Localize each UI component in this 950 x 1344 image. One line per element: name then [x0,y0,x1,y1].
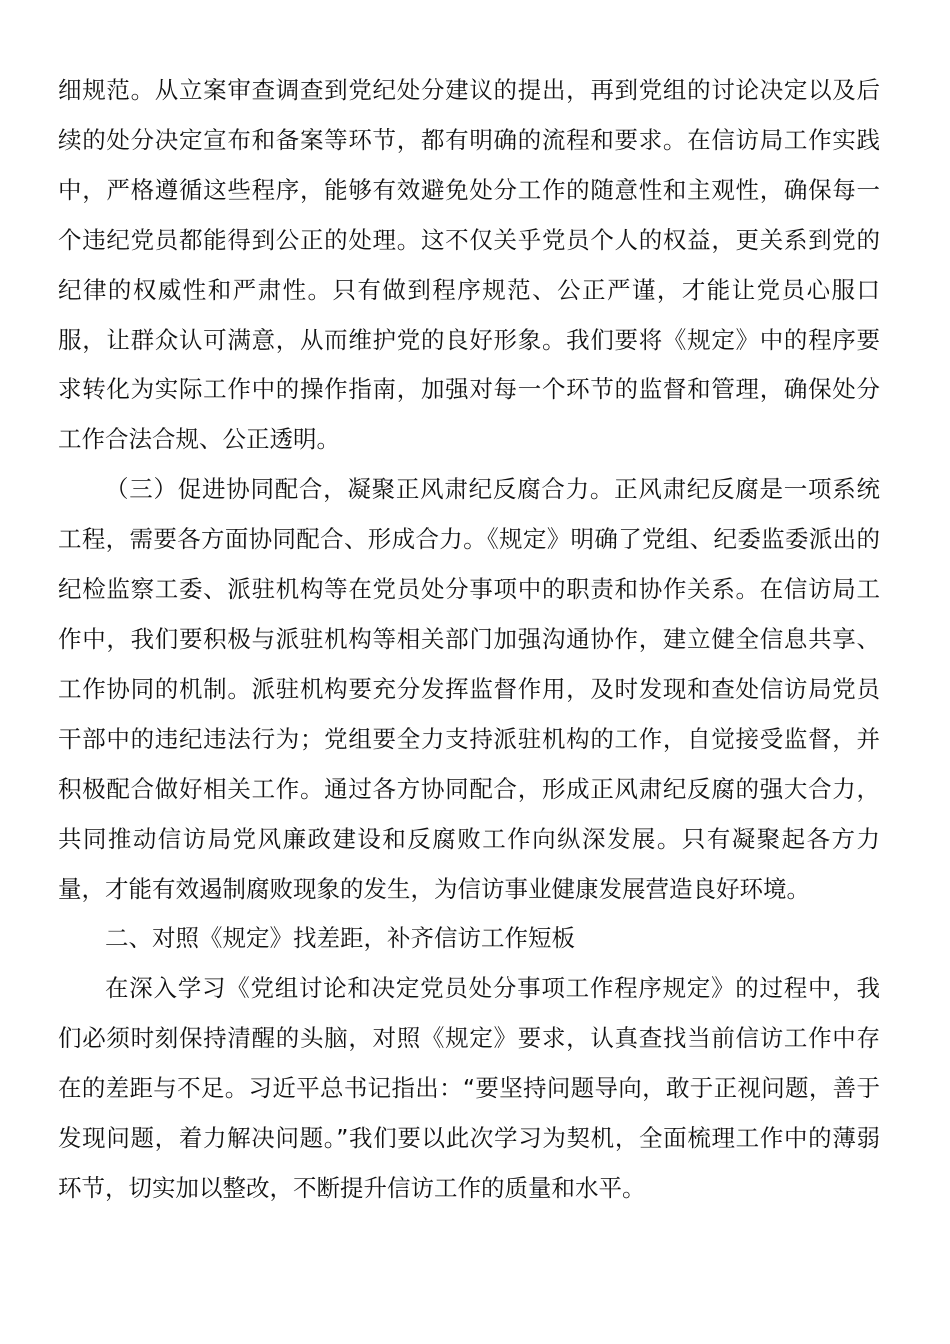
section-heading-two: 二、对照《规定》找差距，补齐信访工作短板 [105,924,575,953]
paragraph-section-three-coordination: （三）促进协同配合，凝聚正风肃纪反腐合力。正风肃纪反腐是一项系统工程，需要各方面协同配合、形成合力。《规定》明确了党组、纪委监委派出的纪检监察工委、派驻机构等在党员处分事项中的职责和协作关系。在信访局工作中，我们要积极与派驻机构等相关部门加强沟通协作，建立健全信息共享、工作协同的机制。派驻机构要充分发挥监督作用，及时发现和查处信访局党员干部中的违纪违法行为；党组要全力支持派驻机构的工作，自觉接受监督，并积极配合做好相关工作。通过各方协同配合，形成正风肃纪反腐的强大合力，共同推动信访局党风廉政建设和反腐败工作向纵深发展。只有凝聚起各方力量，才能有效遏制腐败现象的发生，为信访事业健康发展营造良好环境。 [58,475,880,903]
paragraph-continued-procedure: 细规范。从立案审查调查到党纪处分建议的提出，再到党组的讨论决定以及后续的处分决定宣布和备案等环节，都有明确的流程和要求。在信访局工作实践中，严格遵循这些程序，能够有效避免处分工作的随意性和主观性，确保每一个违纪党员都能得到公正的处理。这不仅关乎党员个人的权益，更关系到党的纪律的权威性和严肃性。只有做到程序规范、公正严谨，才能让党员心服口服，让群众认可满意，从而维护党的良好形象。我们要将《规定》中的程序要求转化为实际工作中的操作指南，加强对每一个环节的监督和管理，确保处分工作合法合规、公正透明。 [58,76,880,454]
document-page [58,66,880,1214]
paragraph-section-two-intro: 在深入学习《党组讨论和决定党员处分事项工作程序规定》的过程中，我们必须时刻保持清醒的头脑，对照《规定》要求，认真查找当前信访工作中存在的差距与不足。习近平总书记指出：“要坚持问题导向，敢于正视问题，善于发现问题，着力解决问题。”我们要以此次学习为契机，全面梳理工作中的薄弱环节，切实加以整改，不断提升信访工作的质量和水平。 [58,974,880,1202]
